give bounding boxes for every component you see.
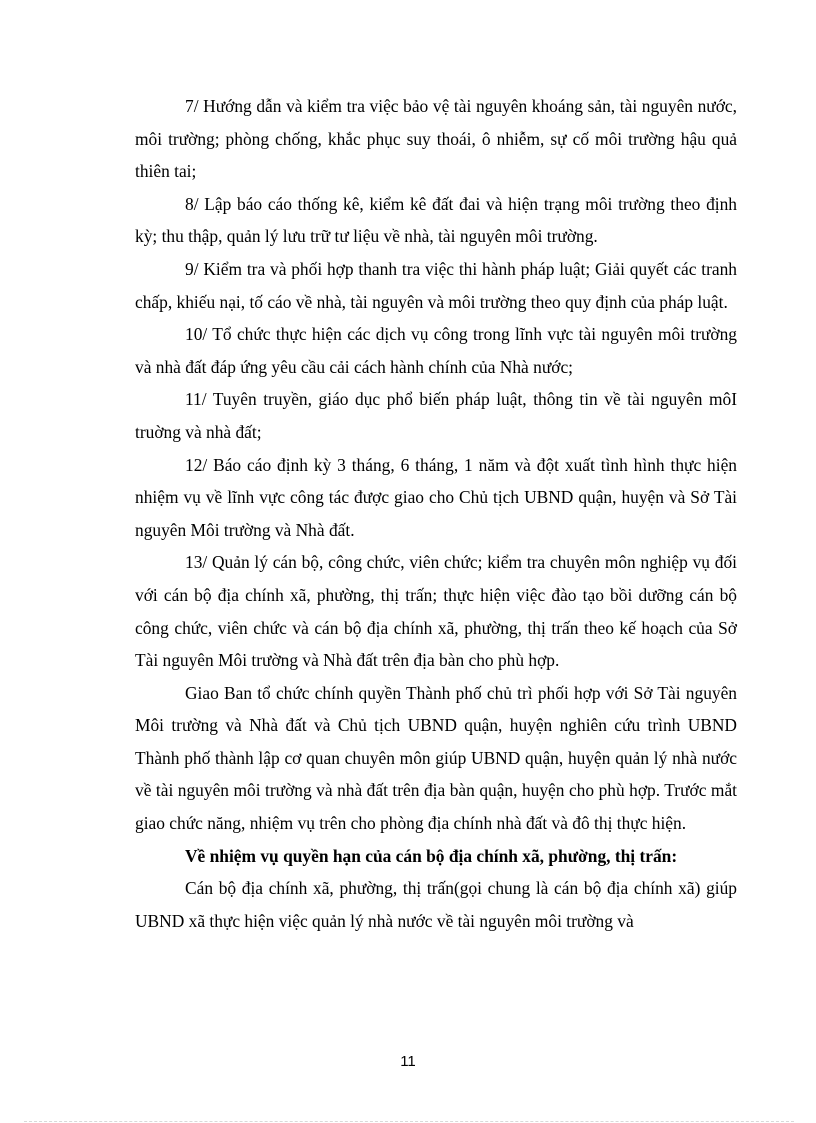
paragraph-closing: Cán bộ địa chính xã, phường, thị trấn(gọi chung là cán bộ địa chính xã) giúp UBND xã thực hiện việc quản lý nhà nước về tài nguyên môi trường và	[135, 878, 737, 931]
page-bottom-border	[24, 1121, 794, 1122]
document-body	[135, 90, 737, 937]
paragraph-item-9: 9/ Kiểm tra và phối hợp thanh tra việc thi hành pháp luật; Giải quyết các tranh chấp, khiếu nại, tố cáo về nhà, tài nguyên và môi trường theo quy định của pháp luật.	[135, 258, 737, 312]
page-number: 11	[400, 1053, 416, 1070]
paragraph-item-10: 10/ Tổ chức thực hiện các dịch vụ công trong lĩnh vực tài nguyên môi trường và nhà đất đáp ứng yêu cầu cải cách hành chính của Nhà nước;	[135, 324, 737, 377]
paragraph-item-7: 7/ Hướng dẫn và kiểm tra việc bảo vệ tài nguyên khoáng sản, tài nguyên nước, môi trường; phòng chống, khắc phục suy thoái, ô nhiễm, sự cố môi trường hậu quả thiên tai;	[135, 96, 737, 182]
paragraph-item-12: 12/ Báo cáo định kỳ 3 tháng, 6 tháng, 1 năm và đột xuất tình hình thực hiện nhiệm vụ về lĩnh vực công tác được giao cho Chủ tịch UBND quận, huyện và Sở Tài nguyên Môi trường và Nhà đất.	[135, 454, 737, 540]
section-heading: Về nhiệm vụ quyền hạn của cán bộ địa chính xã, phường, thị trấn:	[185, 845, 678, 866]
paragraph-assignment: Giao Ban tổ chức chính quyền Thành phố chủ trì phối hợp với Sở Tài nguyên Môi trường và Nhà đất và Chủ tịch UBND quận, huyện nghiên cứu trình UBND Thành phố thành lập cơ quan chuyên môn giúp UBND quận, huyện quản lý nhà nước về tài nguyên môi trường và nhà đất trên địa bàn quận, huyện cho phù hợp. Trước mắt giao chức năng, nhiệm vụ trên cho phòng địa chính nhà đất và đô thị thực hiện.	[135, 682, 737, 834]
paragraph-item-11: 11/ Tuyên truyền, giáo dục phổ biến pháp luật, thông tin về tài nguyên môI truờng và nhà đất;	[135, 389, 737, 442]
paragraph-item-8: 8/ Lập báo cáo thống kê, kiểm kê đất đai và hiện trạng môi trường theo định kỳ; thu thập, quản lý lưu trữ tư liệu về nhà, tài nguyên môi trường.	[135, 193, 737, 247]
paragraph-item-13: 13/ Quản lý cán bộ, công chức, viên chức; kiểm tra chuyên môn nghiệp vụ đối với cán bộ địa chính xã, phường, thị trấn; thực hiện việc đào tạo bồi dưỡng cán bộ công chức, viên chức và cán bộ địa chính xã, phường, thị trấn theo kế hoạch của Sở Tài nguyên Môi trường và Nhà đất trên địa bàn cho phù hợp.	[135, 552, 737, 671]
